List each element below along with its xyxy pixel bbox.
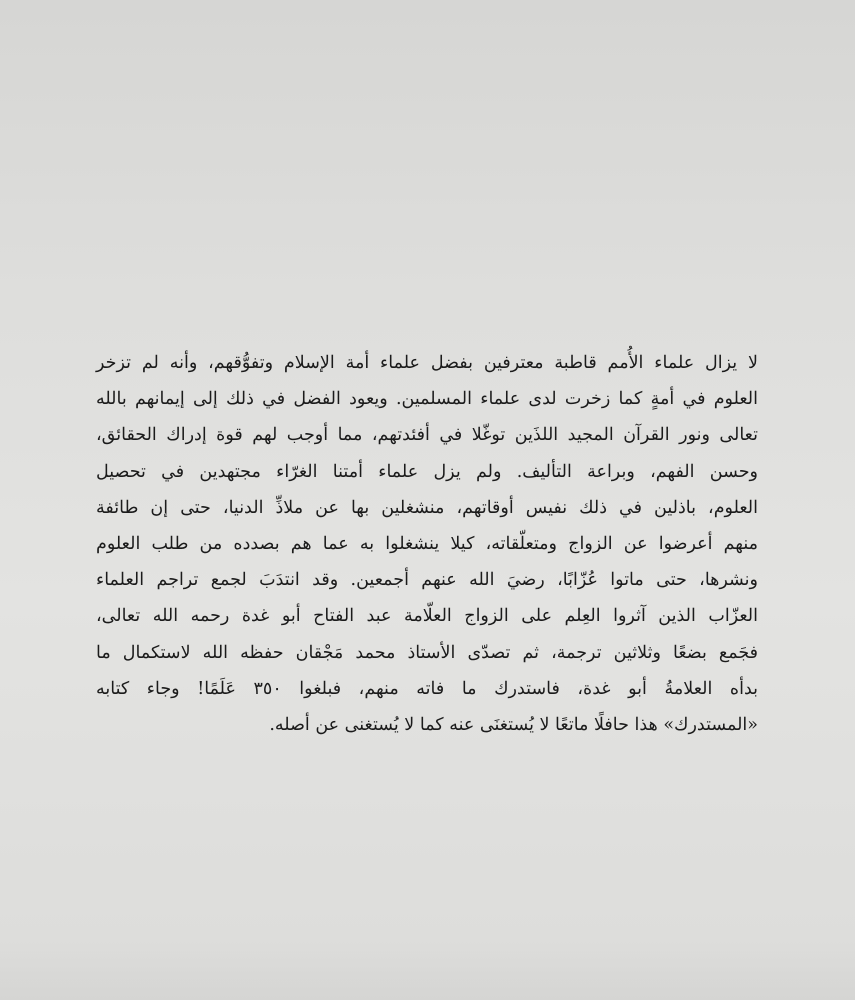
- paragraph-line: بدأه العلامةُ أبو غدة، فاستدرك ما فاته منهم، فبلغوا ٣٥٠ عَلَمًا! وجاء كتابه: [96, 678, 759, 699]
- paragraph-line: ونشرها، حتى ماتوا عُزّابًا، رضيَ الله عنهم أجمعين. وقد انتدَبَ لجمع تراجم العلماء: [96, 570, 758, 591]
- paragraph-line: منهم أعرضوا عن الزواج ومتعلّقاته، كيلا ينشغلوا به عما هم بصدده من طلب العلوم: [96, 533, 758, 554]
- paragraph-line: لا يزال علماء الأُمم قاطبة معترفين بفضل علماء أمة الإسلام وتفوُّقهم، وأنه لم تزخر: [96, 353, 758, 373]
- paragraph-line: العلوم في أمةٍ كما زخرت لدى علماء المسلمين. ويعود الفضل في ذلك إلى إيمانهم بالله: [96, 389, 758, 410]
- page-bottom-shadow: [0, 940, 855, 1000]
- paragraph-line: العزّاب الذين آثروا العِلم على الزواج العلّامة عبد الفتاح أبو غدة رحمه الله تعالى،: [96, 606, 758, 627]
- paragraph-line: تعالى ونور القرآن المجيد اللذَين توغّلا في أفئدتهم، مما أوجب لهم قوة إدراك الحقائق،: [96, 425, 758, 446]
- paragraph-line: «المستدرك» هذا حافلًا ماتعًا لا يُستغنَى عنه كما لا يُستغنى عن أصله.: [269, 714, 758, 735]
- paragraph-line: فجَمع بضعًا وثلاثين ترجمة، ثم تصدّى الأستاذ محمد مَجْقان حفظه الله لاستكمال ما: [96, 642, 758, 663]
- paragraph-line: وحسن الفهم، وبراعة التأليف. ولم يزل علماء أمتنا الغرّاء مجتهدين في تحصيل: [96, 461, 758, 482]
- paragraph-line: العلوم، باذلين في ذلك نفيس أوقاتهم، منشغلين بها عن ملاذِّ الدنيا، حتى إن طائفة: [96, 497, 758, 518]
- body-paragraph: [96, 345, 758, 743]
